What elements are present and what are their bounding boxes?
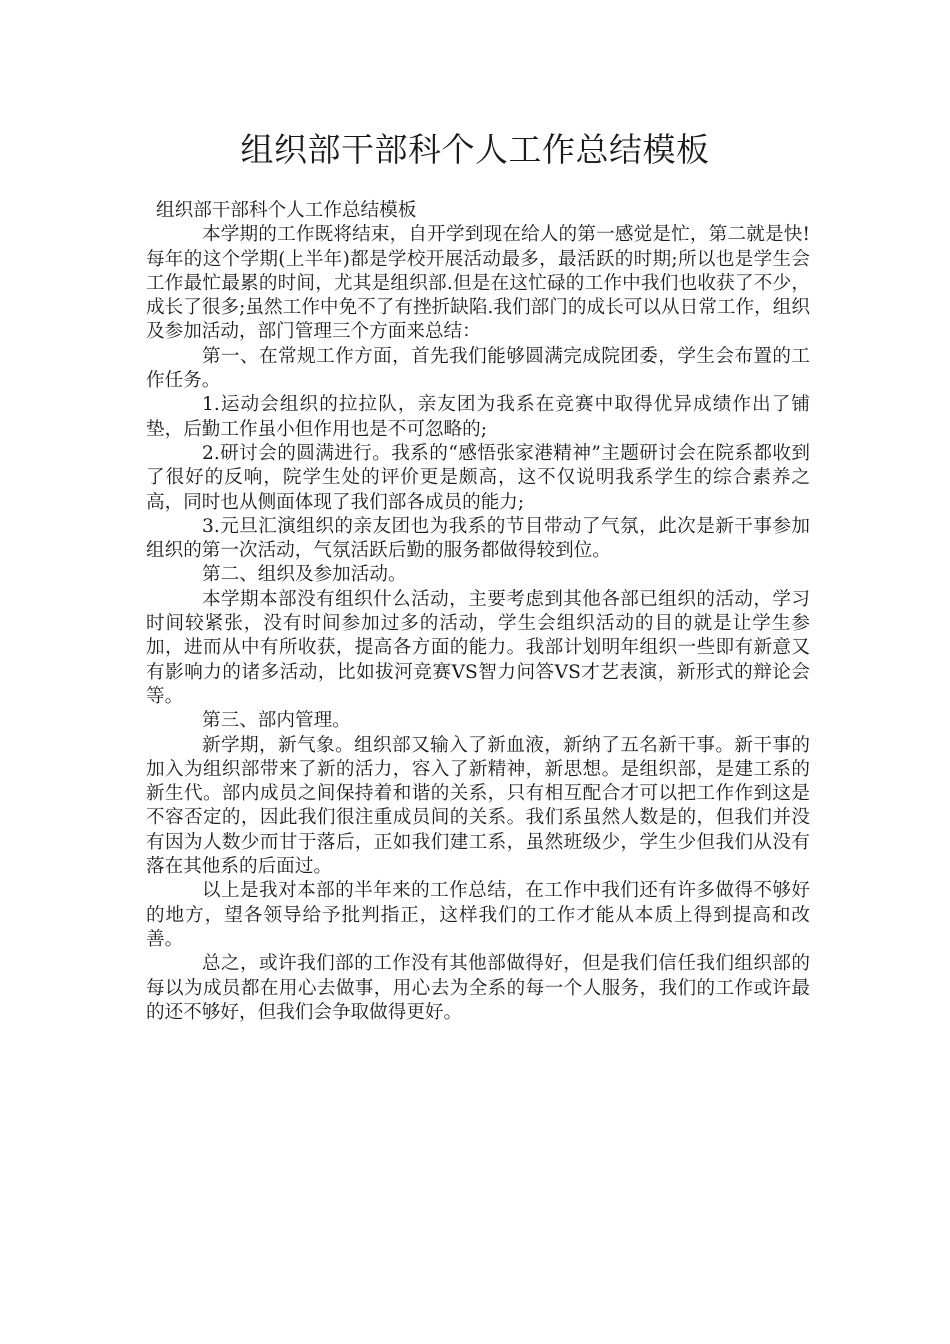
paragraph-item-1: 1.运动会组织的拉拉队，亲友团为我系在竞赛中取得优异成绩作出了铺垫，后勤工作虽小但作用也是不可忽略的;: [146, 394, 810, 440]
paragraph-section-two-heading: 第二、组织及参加活动。: [202, 564, 407, 586]
paragraph-intro: 本学期的工作既将结束，自开学到现在给人的第一感觉是忙，第二就是快!每年的这个学期(上半年)都是学校开展活动最多，最活跃的时期;所以也是学生会工作最忙最累的时间，尤其是组织部.但是在这忙碌的工作中我们也收获了不少，成长了很多;虽然工作中免不了有挫折缺陷.我们部门的成长可以从日常工作，组织及参加活动，部门管理三个方面来总结：: [146, 224, 810, 343]
document-body: [146, 199, 810, 1025]
paragraph-section-one-heading: 第一、在常规工作方面，首先我们能够圆满完成院团委，学生会布置的工作任务。: [146, 345, 810, 392]
paragraph-section-three-body: 新学期，新气象。组织部又输入了新血液，新纳了五名新干事。新干事的加入为组织部带来了新的活力，容入了新精神，新思想。是组织部，是建工系的新生代。部内成员之间保持着和谐的关系，只有相互配合才可以把工作作到这是不容否定的，因此我们很注重成员间的关系。我们系虽然人数是的，但我们并没有因为人数少而甘于落后，正如我们建工系，虽然班级少，学生少但我们从没有落在其他系的后面过。: [146, 734, 810, 878]
document-title: 组织部干部科个人工作总结模板: [240, 130, 710, 169]
paragraph-section-three-heading: 第三、部内管理。: [202, 710, 351, 732]
document-subtitle: 组织部干部科个人工作总结模板: [156, 200, 417, 221]
paragraph-item-2: 2.研讨会的圆满进行。我系的“感悟张家港精神”主题研讨会在院系都收到了很好的反响，院学生处的评价更是颇高，这不仅说明我系学生的综合素养之高，同时也从侧面体现了我们部各成员的能力;: [146, 442, 810, 513]
paragraph-section-two-body: 本学期本部没有组织什么活动，主要考虑到其他各部已组织的活动，学习时间较紧张，没有时间参加过多的活动，学生会组织活动的目的就是让学生参加，进而从中有所收获，提高各方面的能力。我部计划明年组织一些即有新意又有影响力的诸多活动，比如拔河竞赛VS智力问答VS才艺表演，新形式的辩论会等。: [146, 588, 810, 707]
paragraph-conclusion: 总之，或许我们部的工作没有其他部做得好，但是我们信任我们组织部的每以为成员都在用心去做事，用心去为全系的每一个人服务，我们的工作或许最的还不够好，但我们会争取做得更好。: [146, 953, 810, 1023]
paragraph-summary: 以上是我对本部的半年来的工作总结，在工作中我们还有许多做得不够好的地方，望各领导给予批判指正，这样我们的工作才能从本质上得到提高和改善。: [146, 880, 810, 950]
paragraph-item-3: 3.元旦汇演组织的亲友团也为我系的节目带动了气氛，此次是新干事参加组织的第一次活动，气氛活跃后勤的服务都做得较到位。: [146, 515, 810, 562]
